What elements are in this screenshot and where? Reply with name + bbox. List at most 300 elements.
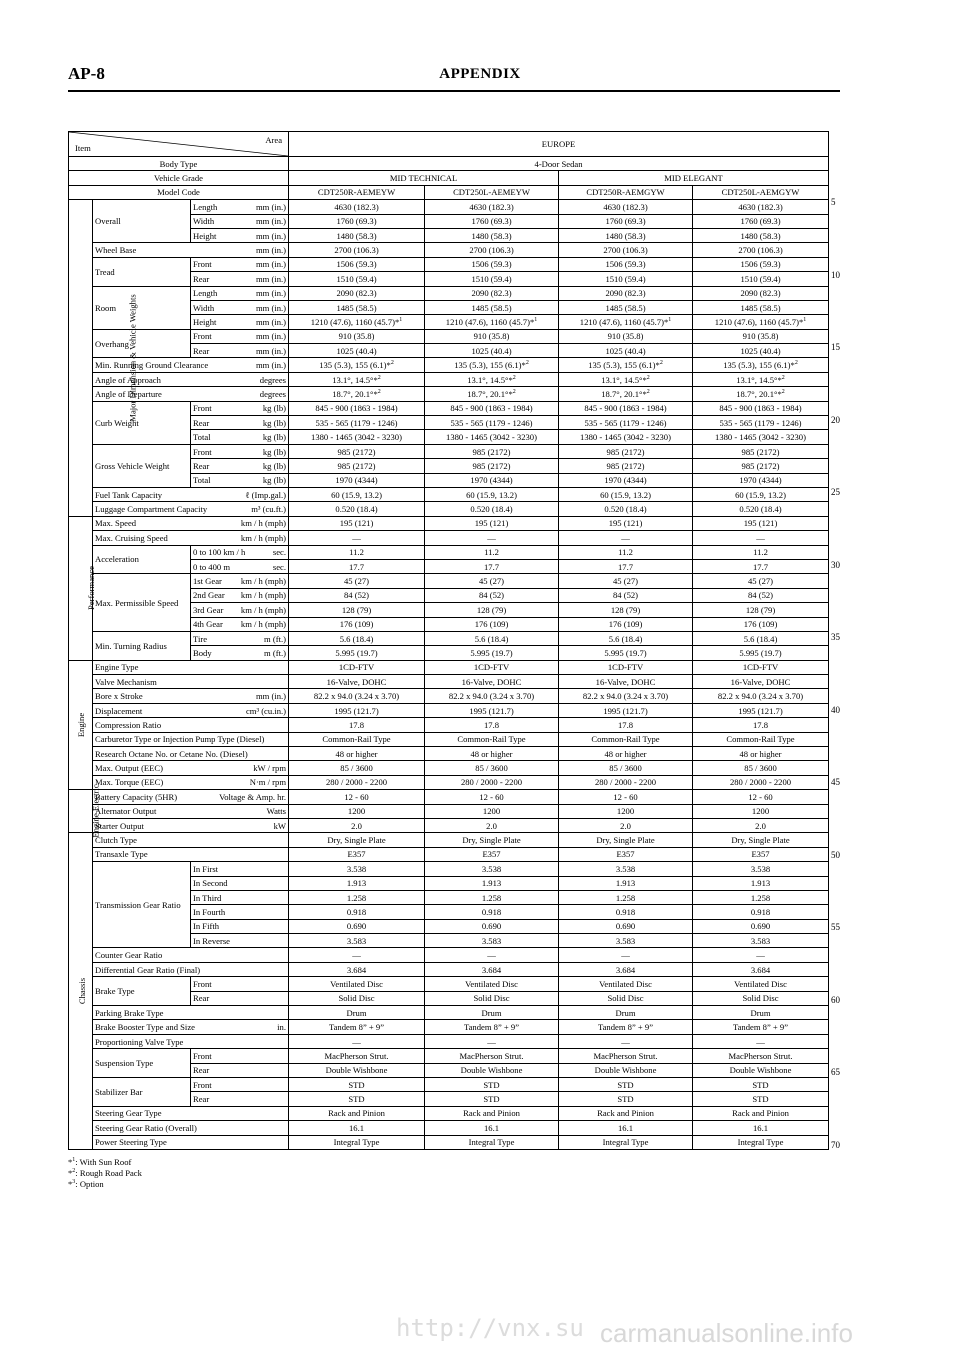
spec-text: Battery Capacity (5HR)	[95, 791, 178, 802]
spec-label	[93, 1135, 289, 1149]
spec-value	[289, 502, 425, 516]
spec-value	[559, 675, 693, 689]
spec-value	[289, 977, 425, 991]
spec-value-text: Double Wishbone	[460, 1065, 523, 1076]
spec-value-text: 1480 (58.3)	[336, 230, 377, 241]
spec-value-text: MacPherson Strut.	[593, 1050, 658, 1061]
spec-unit: km / h (mph)	[240, 532, 287, 543]
spec-value	[693, 401, 829, 415]
spec-value	[289, 300, 425, 314]
spec-value-text: E357	[751, 849, 770, 860]
spec-value-text: 1CD-FTV	[742, 662, 779, 673]
spec-text: Research Octane No. or Cetane No. (Diesel)	[95, 748, 248, 759]
spec-value	[289, 934, 425, 948]
spec-value	[425, 315, 559, 329]
spec-unit: mm (in.)	[255, 230, 287, 241]
spec-value-text: 11.2	[618, 547, 633, 558]
spec-value-text: 135 (5.3), 155 (6.1)*	[319, 360, 391, 371]
spec-label	[191, 588, 289, 602]
spec-value	[289, 747, 425, 761]
spec-value-text: 910 (35.8)	[607, 331, 644, 342]
spec-value	[289, 416, 425, 430]
spec-unit: Voltage & Amp. hr.	[219, 791, 287, 802]
spec-value-text: 18.7°, 20.1°*	[332, 388, 378, 399]
header-row-vehicle-grade	[69, 171, 829, 185]
footnote-ref: 2	[377, 374, 381, 381]
spec-value	[559, 631, 693, 645]
spec-value	[425, 574, 559, 588]
spec-value	[425, 1121, 559, 1135]
spec-value-text: 1200	[482, 806, 501, 817]
spec-label	[93, 804, 289, 818]
spec-label	[191, 919, 289, 933]
spec-text: Differential Gear Ratio (Final)	[95, 964, 201, 975]
spec-value	[425, 1078, 559, 1092]
spec-value	[425, 1135, 559, 1149]
spec-value	[693, 1106, 829, 1120]
spec-value	[693, 775, 829, 789]
spec-value-text: 910 (35.8)	[473, 331, 510, 342]
spec-value-text: 2700 (106.3)	[469, 245, 514, 256]
spec-value	[559, 588, 693, 602]
spec-label	[191, 430, 289, 444]
spec-text: 3rd Gear	[193, 604, 224, 615]
spec-value	[425, 372, 559, 386]
spec-text: Max. Output (EEC)	[95, 763, 164, 774]
spec-value-text: 0.918	[750, 907, 771, 917]
spec-value-text: —	[352, 950, 361, 961]
footnote-ref: 2	[794, 360, 798, 367]
spec-value-text: 82.2 x 94.0 (3.24 x 3.70)	[582, 691, 669, 702]
spec-value	[289, 675, 425, 689]
spec-text: Displacement	[95, 705, 143, 716]
spec-value	[425, 847, 559, 861]
spec-value-text: 60 (15.9, 13.2)	[600, 489, 651, 500]
spec-label	[191, 1049, 289, 1063]
spec-value-text: 1480 (58.3)	[740, 230, 781, 241]
spec-value	[693, 675, 829, 689]
spec-value-text: 280 / 2000 - 2200	[594, 777, 657, 788]
footnote-ref: 2	[377, 389, 381, 396]
spec-unit: m (ft.)	[264, 647, 287, 658]
spec-value-text: 4630 (182.3)	[603, 201, 648, 212]
spec-value-text: Tandem 8” + 9”	[597, 1022, 654, 1033]
spec-value	[289, 574, 425, 588]
spec-label	[93, 689, 289, 703]
spec-value	[693, 358, 829, 372]
spec-value-text: 1480 (58.3)	[605, 230, 646, 241]
spec-label	[93, 948, 289, 962]
vehicle-grade-label: Vehicle Grade	[69, 171, 289, 185]
spec-value-text: 985 (2172)	[472, 460, 511, 471]
spec-value-text: 0.520 (18.4)	[604, 504, 647, 515]
spec-row	[69, 833, 829, 847]
spec-row	[69, 1034, 829, 1048]
footnote	[68, 1168, 142, 1179]
line-number: 55	[831, 922, 840, 932]
spec-value-text: Drum	[615, 1007, 636, 1018]
spec-value	[425, 1006, 559, 1020]
footnote-ref: 2	[525, 360, 529, 367]
spec-value-text: —	[621, 1036, 630, 1047]
spec-label	[93, 1020, 289, 1034]
spec-value	[425, 344, 559, 358]
spec-row	[69, 675, 829, 689]
spec-value	[425, 531, 559, 545]
spec-value-text: 535 - 565 (1179 - 1246)	[450, 417, 533, 428]
spec-row	[69, 545, 829, 559]
spec-label	[93, 761, 289, 775]
spec-value	[289, 1135, 425, 1149]
spec-value	[559, 847, 693, 861]
spec-value	[289, 473, 425, 487]
footnote-ref: 1	[803, 317, 807, 324]
spec-unit: mm (in.)	[255, 259, 287, 270]
spec-value-text: 0.690	[615, 921, 636, 932]
spec-value-text: 48 or higher	[335, 748, 378, 759]
spec-value	[425, 833, 559, 847]
spec-value-text: 1380 - 1465 (3042 - 3230)	[580, 432, 671, 443]
spec-label	[191, 574, 289, 588]
spec-value	[559, 1106, 693, 1120]
spec-value	[693, 991, 829, 1005]
spec-value	[559, 358, 693, 372]
spec-row	[69, 747, 829, 761]
spec-text: Width	[193, 302, 215, 313]
spec-value-text: STD	[617, 1079, 634, 1090]
spec-label	[191, 545, 289, 559]
spec-unit: kg (lb)	[262, 446, 287, 457]
spec-unit: kg (lb)	[262, 403, 287, 414]
spec-value	[289, 1092, 425, 1106]
spec-label	[191, 876, 289, 890]
spec-label	[93, 358, 289, 372]
spec-row	[69, 574, 829, 588]
spec-value	[559, 1135, 693, 1149]
spec-value-text: 48 or higher	[470, 748, 513, 759]
line-number: 5	[831, 197, 836, 207]
spec-label	[93, 1106, 289, 1120]
line-number: 10	[831, 269, 840, 280]
spec-value-text: 11.2	[484, 547, 499, 558]
spec-value-text: 3.583	[346, 935, 367, 946]
spec-value	[425, 487, 559, 501]
spec-value-text: —	[352, 1036, 361, 1047]
spec-value-text: 12 - 60	[344, 791, 369, 802]
spec-value-text: Dry, Single Plate	[327, 835, 386, 846]
spec-value	[693, 718, 829, 732]
spec-value-text: 176 (109)	[743, 619, 778, 630]
spec-value	[693, 243, 829, 257]
spec-value-text: 3.684	[615, 964, 636, 975]
spec-label	[191, 272, 289, 286]
spec-value	[693, 444, 829, 458]
spec-text: Front	[193, 403, 212, 414]
spec-text: Body	[193, 647, 212, 658]
spec-row	[69, 243, 829, 257]
spec-value	[693, 818, 829, 832]
spec-value	[559, 257, 693, 271]
spec-value-text: Ventilated Disc	[734, 978, 787, 989]
spec-value	[425, 934, 559, 948]
spec-value	[693, 890, 829, 904]
spec-value	[559, 329, 693, 343]
spec-group: Max. Permissible Speed	[93, 574, 191, 632]
spec-value-text: 12 - 60	[613, 791, 638, 802]
spec-unit: mm (in.)	[255, 288, 287, 299]
spec-value	[425, 890, 559, 904]
spec-value-text: 16-Valve, DOHC	[595, 676, 656, 687]
spec-value	[559, 804, 693, 818]
spec-value	[425, 1049, 559, 1063]
spec-value	[289, 804, 425, 818]
spec-value	[289, 732, 425, 746]
spec-value	[693, 689, 829, 703]
spec-value	[559, 962, 693, 976]
spec-value-text: 3.684	[481, 964, 502, 975]
spec-value	[693, 790, 829, 804]
spec-value	[289, 1078, 425, 1092]
spec-value-text: 3.684	[750, 964, 771, 975]
spec-text: Angle of Approach	[95, 374, 161, 385]
spec-value-text: 60 (15.9, 13.2)	[331, 489, 382, 500]
spec-value	[693, 559, 829, 573]
spec-value	[425, 660, 559, 674]
spec-value-text: 84 (52)	[343, 590, 370, 601]
spec-value	[559, 890, 693, 904]
spec-value-text: 985 (2172)	[337, 446, 376, 457]
spec-value-text: Double Wishbone	[325, 1065, 388, 1076]
footnote-mark: *	[68, 1168, 73, 1178]
spec-label	[93, 516, 289, 530]
spec-value	[289, 372, 425, 386]
spec-value	[289, 905, 425, 919]
spec-value	[559, 228, 693, 242]
spec-value	[693, 214, 829, 228]
area-value: EUROPE	[289, 132, 829, 157]
spec-value-text: 1380 - 1465 (3042 - 3230)	[715, 432, 806, 443]
spec-value-text: 45 (27)	[478, 576, 505, 587]
spec-value	[559, 905, 693, 919]
spec-value	[559, 300, 693, 314]
spec-value	[693, 660, 829, 674]
spec-value-text: 5.995 (19.7)	[739, 647, 782, 658]
spec-row	[69, 847, 829, 861]
spec-text: Proportioning Valve Type	[95, 1036, 184, 1047]
spec-value-text: 176 (109)	[608, 619, 643, 630]
spec-value-text: 1510 (59.4)	[740, 273, 781, 284]
spec-label	[93, 703, 289, 717]
spec-label	[191, 315, 289, 329]
footnote-ref: 2	[512, 389, 516, 396]
spec-value	[559, 718, 693, 732]
spec-value-text: 82.2 x 94.0 (3.24 x 3.70)	[313, 691, 400, 702]
section-engine-electric	[69, 784, 101, 838]
spec-value	[289, 358, 425, 372]
spec-value	[559, 603, 693, 617]
spec-text: Starter Output	[95, 820, 144, 831]
spec-value-text: 280 / 2000 - 2200	[460, 777, 523, 788]
spec-text: 4th Gear	[193, 619, 223, 630]
spec-unit: m³ (cu.ft.)	[251, 504, 287, 515]
spec-value	[425, 718, 559, 732]
spec-value	[693, 344, 829, 358]
spec-value	[289, 862, 425, 876]
section-label: Engine	[76, 712, 87, 738]
spec-value-text: —	[487, 1036, 496, 1047]
spec-value-text: 3.583	[481, 935, 502, 946]
spec-text: Rear	[193, 460, 210, 471]
spec-value-text: 985 (2172)	[337, 460, 376, 471]
spec-value	[559, 1034, 693, 1048]
spec-value-text: 2.0	[620, 820, 631, 831]
spec-value-text: 60 (15.9, 13.2)	[466, 489, 517, 500]
spec-value	[289, 962, 425, 976]
spec-value-text: 1485 (58.5)	[471, 302, 512, 313]
spec-text: 1st Gear	[193, 576, 222, 587]
spec-value-text: 910 (35.8)	[742, 331, 779, 342]
spec-text: Bore x Stroke	[95, 691, 143, 702]
spec-value-text: 1.258	[750, 892, 771, 903]
spec-value-text: Common-Rail Type	[457, 734, 526, 745]
spec-value-text: 1CD-FTV	[607, 662, 644, 673]
spec-label	[191, 416, 289, 430]
spec-value-text: STD	[752, 1094, 769, 1105]
spec-text: 0 to 400 m	[193, 561, 231, 572]
spec-value-text: 1380 - 1465 (3042 - 3230)	[311, 432, 402, 443]
spec-label	[191, 329, 289, 343]
spec-value-text: 1995 (121.7)	[738, 705, 783, 716]
spec-value	[289, 1063, 425, 1077]
spec-value-text: 18.7°, 20.1°*	[601, 388, 647, 399]
spec-value-text: Rack and Pinion	[732, 1108, 789, 1119]
spec-value	[693, 876, 829, 890]
spec-label	[191, 473, 289, 487]
spec-row	[69, 948, 829, 962]
spec-value	[559, 747, 693, 761]
spec-value	[693, 1078, 829, 1092]
spec-value-text: 17.7	[752, 561, 769, 572]
spec-value	[559, 617, 693, 631]
spec-value-text: Double Wishbone	[729, 1065, 792, 1076]
spec-row	[69, 732, 829, 746]
spec-value-text: 85 / 3600	[744, 763, 777, 774]
spec-label	[191, 401, 289, 415]
spec-row	[69, 790, 829, 804]
spec-value	[559, 416, 693, 430]
spec-value-text: 17.8	[617, 719, 634, 730]
spec-label	[191, 991, 289, 1005]
spec-value-text: 985 (2172)	[741, 446, 780, 457]
spec-value-text: 985 (2172)	[741, 460, 780, 471]
spec-value	[289, 387, 425, 401]
spec-label	[93, 847, 289, 861]
spec-value-text: 280 / 2000 - 2200	[325, 777, 388, 788]
spec-value-text: Rack and Pinion	[463, 1108, 520, 1119]
spec-value-text: 1760 (69.3)	[336, 216, 377, 227]
spec-value	[425, 646, 559, 660]
spec-value	[559, 502, 693, 516]
spec-value	[559, 919, 693, 933]
spec-text: Engine Type	[95, 662, 139, 673]
spec-value-text: 1025 (40.4)	[605, 345, 646, 356]
spec-group: Gross Vehicle Weight	[93, 444, 191, 487]
spec-value	[425, 1063, 559, 1077]
spec-value-text: STD	[483, 1094, 500, 1105]
spec-unit: degrees	[259, 388, 287, 399]
spec-value	[289, 718, 425, 732]
header-row-model-code	[69, 185, 829, 199]
specification-table	[68, 131, 829, 1150]
spec-text: Max. Torque (EEC)	[95, 777, 164, 788]
footnote-num: 1	[72, 1157, 76, 1164]
spec-value	[289, 243, 425, 257]
spec-value	[559, 1092, 693, 1106]
spec-value-text: 5.995 (19.7)	[335, 647, 378, 658]
spec-value-text: Dry, Single Plate	[596, 835, 655, 846]
spec-value	[693, 1049, 829, 1063]
spec-group: Stabilizer Bar	[93, 1078, 191, 1107]
spec-value	[559, 243, 693, 257]
spec-label	[191, 214, 289, 228]
spec-value-text: 985 (2172)	[472, 446, 511, 457]
footnote	[68, 1157, 142, 1168]
spec-value-text: 5.995 (19.7)	[604, 647, 647, 658]
spec-text: Min. Running Ground Clearance	[95, 360, 209, 371]
spec-row	[69, 1006, 829, 1020]
spec-value-text: 1485 (58.5)	[336, 302, 377, 313]
spec-value-text: 16.1	[752, 1122, 769, 1133]
spec-value-text: 17.8	[752, 719, 769, 730]
spec-value-text: 0.520 (18.4)	[335, 504, 378, 515]
spec-value	[289, 646, 425, 660]
footnote-ref: 2	[646, 389, 650, 396]
spec-text: Rear	[193, 417, 210, 428]
spec-unit: mm (in.)	[255, 345, 287, 356]
spec-text: In Third	[193, 892, 222, 903]
spec-group: Min. Turning Radius	[93, 631, 191, 660]
item-area-cell	[69, 132, 289, 157]
spec-value-text: 17.7	[483, 561, 500, 572]
spec-value-text: Rack and Pinion	[597, 1108, 654, 1119]
spec-value-text: 17.7	[348, 561, 365, 572]
spec-label	[191, 300, 289, 314]
spec-text: Front	[193, 446, 212, 457]
spec-row	[69, 1135, 829, 1149]
spec-label	[191, 257, 289, 271]
spec-value-text: 1210 (47.6), 1160 (45.7)*	[310, 316, 400, 327]
spec-value	[425, 444, 559, 458]
spec-value	[559, 703, 693, 717]
spec-row	[69, 862, 829, 876]
spec-label	[191, 344, 289, 358]
spec-value-text: 1970 (4344)	[604, 475, 647, 486]
spec-value	[289, 689, 425, 703]
spec-value	[693, 732, 829, 746]
spec-text: Steering Gear Ratio (Overall)	[95, 1122, 197, 1133]
spec-value	[693, 473, 829, 487]
spec-value-text: 4630 (182.3)	[334, 201, 379, 212]
footnote-text: : Option	[75, 1179, 104, 1189]
spec-unit: mm (in.)	[255, 331, 287, 342]
spec-value-text: Drum	[346, 1007, 367, 1018]
spec-unit: mm (in.)	[255, 201, 287, 212]
spec-row	[69, 818, 829, 832]
spec-unit: km / h (mph)	[240, 576, 287, 587]
spec-value-text: 845 - 900 (1863 - 1984)	[450, 403, 533, 414]
spec-value	[289, 430, 425, 444]
spec-value	[559, 833, 693, 847]
